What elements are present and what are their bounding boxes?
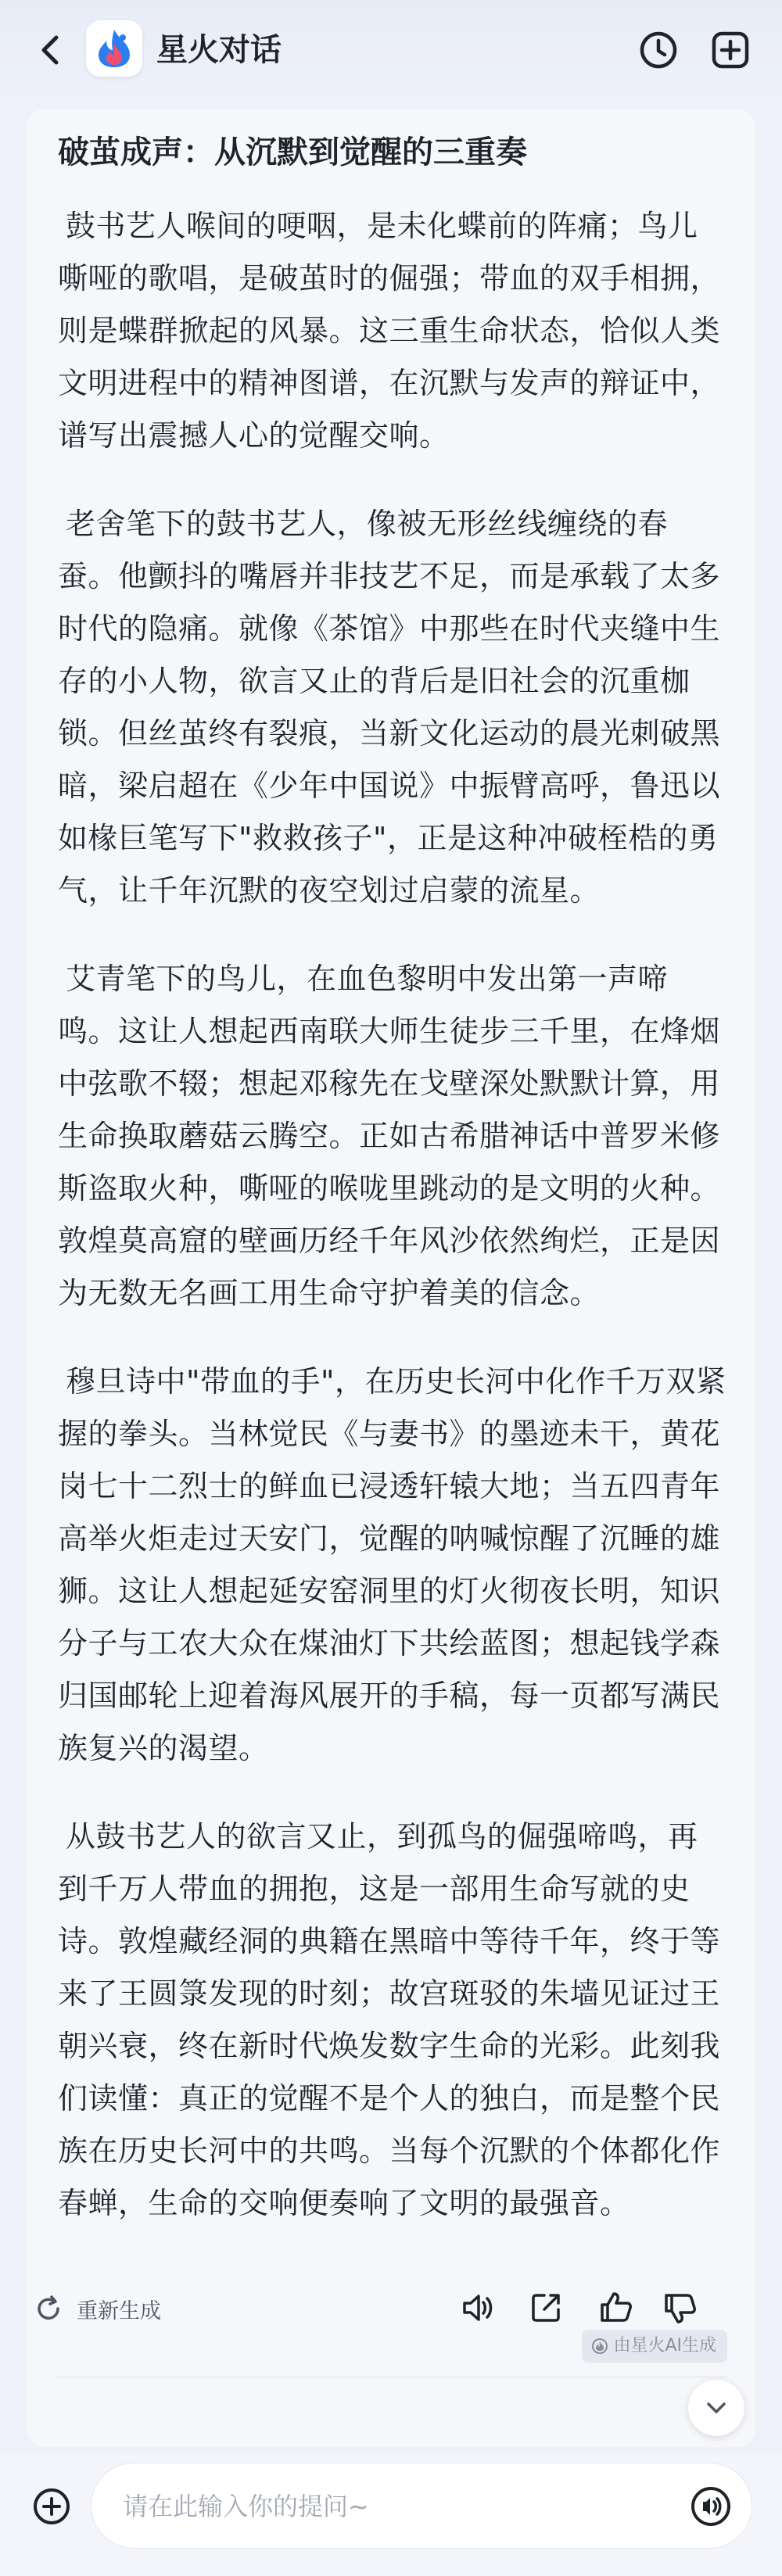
ai-badge-label: 由星火AI生成 xyxy=(613,2336,716,2356)
article-title: 破茧成声：从沉默到觉醒的三重奏 xyxy=(58,134,527,170)
new-chat-button[interactable] xyxy=(707,27,754,73)
share-icon xyxy=(527,2289,565,2327)
header-bar xyxy=(0,0,782,100)
paragraph: 老舍笔下的鼓书艺人，像被无形丝线缠绕的春蚕。他颤抖的嘴唇并非技艺不足，而是承载了太多时代的隐痛。就像《茶馆》中那些在时代夹缝中生存的小人物，欲言又止的背后是旧社会的沉重枷锁。但丝茧终有裂痕，当新文化运动的晨光刺破黑暗，梁启超在《少年中国说》中振臂高呼，鲁迅以如椽巨笔写下"救救孩子"，正是这种冲破桎梏的勇气，让千年沉默的夜空划过启蒙的流星。 xyxy=(58,507,721,908)
plus-circle-icon xyxy=(28,2483,75,2530)
question-input-box[interactable] xyxy=(91,2463,752,2549)
share-button[interactable] xyxy=(521,2283,571,2333)
chevron-left-icon xyxy=(34,31,69,69)
spark-logo xyxy=(86,20,142,77)
plus-square-icon xyxy=(707,27,754,73)
paragraph: 从鼓书艺人的欲言又止，到孤鸟的倔强啼鸣，再到千万人带血的拥抱，这是一部用生命写就的史诗。敦煌藏经洞的典籍在黑暗中等待千年，终于等来了王圆箓发现的时刻；故宫斑驳的朱墙见证过王朝兴衰，终在新时代焕发数字生命的光彩。此刻我们读懂：真正的觉醒不是个人的独白，而是整个民族在历史长河中的共鸣。当每个沉默的个体都化作春蝉，生命的交响便奏响了文明的最强音。 xyxy=(58,1819,721,2220)
spark-small-icon xyxy=(591,2338,608,2355)
paragraph: 艾青笔下的鸟儿，在血色黎明中发出第一声啼鸣。这让人想起西南联大师生徒步三千里，在烽烟中弦歌不辍；想起邓稼先在戈壁深处默默计算，用生命换取蘑菇云腾空。正如古希腊神话中普罗米修斯盗取火种，嘶哑的喉咙里跳动的是文明的火种。敦煌莫高窟的壁画历经千年风沙依然绚烂，正是因为无数无名画工用生命守护着美的信念。 xyxy=(58,962,721,1310)
paragraph: 鼓书艺人喉间的哽咽，是未化蝶前的阵痛；鸟儿嘶哑的歌唱，是破茧时的倔强；带血的双手相拥，则是蝶群掀起的风暴。这三重生命状态，恰似人类文明进程中的精神图谱，在沉默与发声的辩证中，谱写出震撼人心的觉醒交响。 xyxy=(58,209,721,453)
chevron-down-icon xyxy=(705,2399,727,2417)
back-button[interactable] xyxy=(34,31,69,69)
read-aloud-button[interactable] xyxy=(452,2283,502,2333)
paragraph: 穆旦诗中"带血的手"，在历史长河中化作千万双紧握的拳头。当林觉民《与妻书》的墨迹未干，黄花岗七十二烈士的鲜血已浸透轩辕大地；当五四青年高举火炬走过天安门，觉醒的呐喊惊醒了沉睡的雄狮。这让人想起延安窑洞里的灯火彻夜长明，知识分子与工农大众在煤油灯下共绘蓝图；想起钱学森归国邮轮上迎着海风展开的手稿，每一页都写满民族复兴的渴望。 xyxy=(58,1364,726,1765)
spark-logo-icon xyxy=(95,28,133,69)
dislike-button[interactable] xyxy=(655,2283,705,2333)
scroll-down-button[interactable] xyxy=(688,2380,744,2436)
regenerate-label: 重新生成 xyxy=(77,2298,161,2323)
history-button[interactable] xyxy=(635,27,682,73)
voice-input-button[interactable] xyxy=(689,2485,733,2528)
article-body xyxy=(27,191,755,2256)
speaker-icon xyxy=(458,2289,496,2327)
app-title: 星火对话 xyxy=(156,32,282,68)
regenerate-button[interactable] xyxy=(33,2281,161,2336)
question-input[interactable] xyxy=(121,2485,656,2528)
ai-generated-badge xyxy=(582,2330,727,2363)
like-button[interactable] xyxy=(591,2283,641,2333)
thumbs-up-icon xyxy=(597,2289,635,2327)
attach-button[interactable] xyxy=(28,2483,75,2530)
answer-card xyxy=(27,109,755,2447)
voice-icon xyxy=(689,2485,733,2528)
thumbs-down-icon xyxy=(662,2289,699,2327)
refresh-icon xyxy=(33,2293,64,2324)
clock-icon xyxy=(635,27,682,73)
input-bar xyxy=(0,2455,782,2576)
